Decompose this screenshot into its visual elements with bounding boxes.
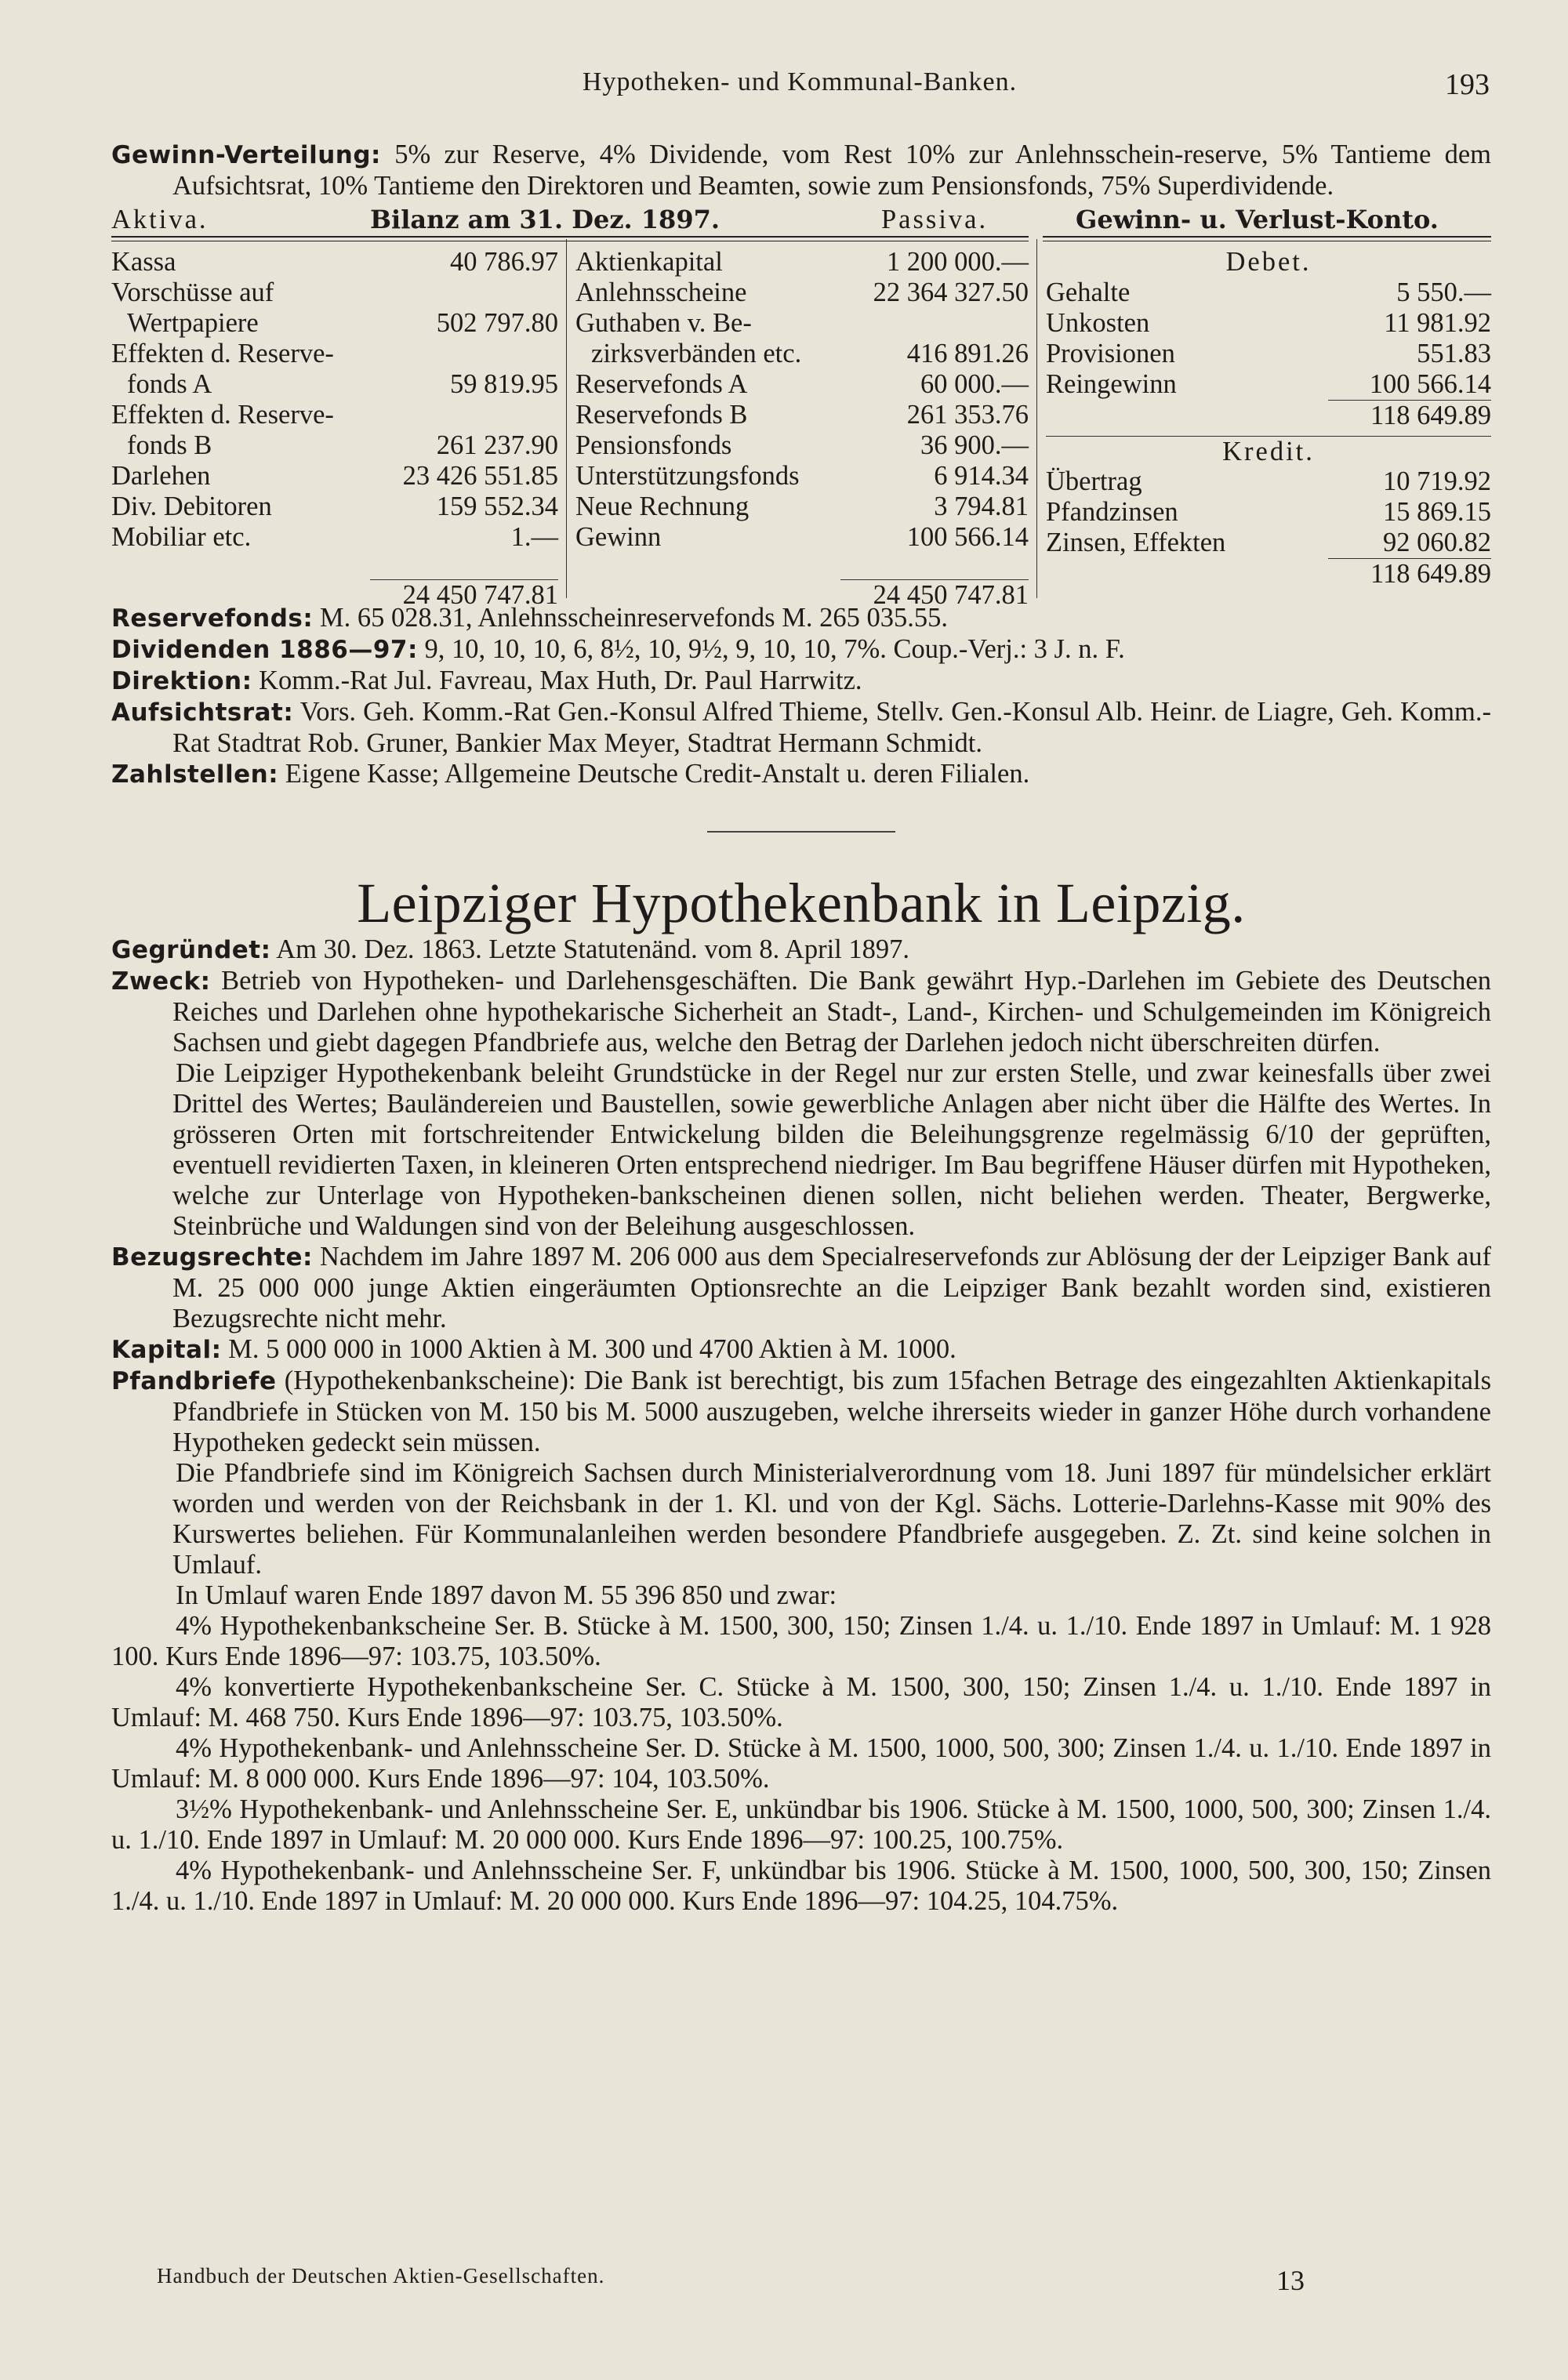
passiva-row (575, 369, 1029, 400)
row-label: Zinsen, Effekten (1046, 528, 1226, 557)
balance-tables (111, 239, 1491, 610)
aktiva-row (111, 308, 558, 339)
kredit-row (1046, 528, 1491, 558)
debet-total-row (1328, 400, 1491, 431)
passiva-row (575, 339, 1029, 369)
passiva-row (575, 247, 1029, 278)
serie-b: 4% Hypothekenbankscheine Ser. B. Stücke à M. 1500, 300, 150; Zinsen 1./4. u. 1./10. Ende 1897 in Umlauf: M. 1 928 100. Kurs Ende 1896—97: 103.75, 103.50%. (111, 1611, 1491, 1671)
pfandbriefe-text-3: In Umlauf waren Ende 1897 davon M. 55 396 850 und zwar: (176, 1580, 837, 1610)
kredit-heading: Kredit. (1222, 437, 1315, 466)
row-value: 60 000.— (920, 369, 1029, 399)
row-value: 23 426 551.85 (402, 461, 558, 491)
pfandbriefe-umlauf (111, 1580, 1491, 1611)
row-value: 261 237.90 (436, 430, 558, 460)
passiva-row (575, 430, 1029, 461)
section-divider (707, 831, 895, 833)
row-value: 59 819.95 (450, 369, 558, 399)
row-label: Darlehen (111, 461, 211, 491)
passiva-row (575, 492, 1029, 522)
row-value: 10 719.92 (1383, 466, 1491, 496)
row-label: Aktienkapital (575, 247, 723, 277)
reservefonds-text: M. 65 028.31, Anlehnsscheinreservefonds M. 265 035.55. (319, 603, 949, 633)
debet-row (1046, 278, 1491, 308)
column-divider (1036, 239, 1037, 598)
aktiva-row (111, 339, 558, 369)
pfandbriefe-text: (Hypothekenbankscheine): Die Bank ist berechtigt, bis zum 15fachen Betrage des eingezahlten Aktienkapitals Pfandbriefe in Stücken von M. 150 bis M. 5000 auszugeben, welche ihrerseits wieder in ganzer Höhe durch vorhandene Hypotheken gedeckt sein müssen. (172, 1366, 1491, 1457)
passiva-total-row (840, 579, 1029, 611)
zahlstellen-text: Eigene Kasse; Allgemeine Deutsche Credit-Anstalt u. deren Filialen. (285, 759, 1030, 789)
row-label: Mobiliar etc. (111, 522, 252, 552)
row-label: Effekten d. Reserve- (111, 339, 334, 368)
zweck-text-2: Die Leipziger Hypothekenbank beleiht Grundstücke in der Regel nur zur ersten Stelle, und zwar keinesfalls über zwei Drittel des Wertes; Bauländereien und Baustellen, sowie gewerbliche Anlagen aber nicht über die Hälfte des Wertes. In grösseren Orten mit fortschreitender Entwickelung bilden die Beleihungsgrenze regelmässig 6/10 der geprüften, eventuell revidierten Taxen, in kleineren Orten entsprechend niedriger. Im Bau begriffene Häuser dürfen mit Hypotheken, welche zur Unterlage von Hypotheken-bankscheinen dienen sollen, nicht beliehen werden. Theater, Bergwerke, Steinbrüche und Waldungen sind von der Beleihung ausgeschlossen. (172, 1058, 1491, 1241)
aktiva-row (111, 400, 558, 430)
row-label: Gehalte (1046, 278, 1131, 307)
page-body (111, 140, 1491, 1917)
zahlstellen (111, 759, 1491, 790)
kredit-total-row (1328, 558, 1491, 590)
aufsichtsrat-label: Aufsichtsrat: (111, 698, 294, 727)
gegruendet-label: Gegründet: (111, 936, 271, 964)
kapital-text: M. 5 000 000 in 1000 Aktien à M. 300 und 4700 Aktien à M. 1000. (228, 1334, 956, 1364)
direktion (111, 666, 1491, 697)
bezugsrechte-text: Nachdem im Jahre 1897 M. 206 000 aus dem Specialreservefonds zur Ablösung der der Leipziger Bank auf M. 25 000 000 junge Aktien eingeräumten Optionsrechte an die Leipziger Bank bezahlt worden sind, existieren Bezugsrechte nicht mehr. (172, 1242, 1491, 1333)
zahlstellen-label: Zahlstellen: (111, 760, 279, 789)
row-label: Div. Debitoren (111, 492, 272, 521)
debet-row (1046, 308, 1491, 339)
row-label: Kassa (111, 247, 176, 277)
book-title: Handbuch der Deutschen Aktien-Gesellschaften. (157, 2264, 605, 2287)
row-value: 1 200 000.— (886, 247, 1029, 277)
row-label: fonds B (127, 430, 212, 460)
row-label: zirksverbänden etc. (591, 339, 802, 368)
reservefonds-label: Reservefonds: (111, 604, 314, 633)
row-value: 100 566.14 (906, 522, 1029, 552)
passiva-row (575, 278, 1029, 308)
gewinn-verteilung-text: 5% zur Reserve, 4% Dividende, vom Rest 10% zur Anlehnsschein-reserve, 5% Tantieme dem Aufsichtsrat, 10% Tantieme den Direktoren und Beamten, sowie zum Pensionsfonds, 75% Superdividende. (172, 140, 1491, 201)
kapital (111, 1334, 1491, 1366)
row-label: Übertrag (1046, 466, 1142, 496)
kredit-row (1046, 466, 1491, 497)
aktiva-column (111, 247, 558, 611)
row-value: 159 552.34 (436, 492, 558, 521)
debet-heading: Debet. (1225, 247, 1312, 277)
row-value: 1.— (510, 522, 558, 552)
bilanz-title: Bilanz am 31. Dez. 1897. (370, 205, 720, 234)
debet-row (1046, 369, 1491, 400)
aktiva-heading: Aktiva. (111, 205, 209, 234)
bank-title: Leipziger Hypothekenbank in Leipzig. (357, 872, 1246, 934)
passiva-total: 24 450 747.81 (873, 580, 1029, 610)
serie-c: 4% konvertierte Hypothekenbankscheine Ser. C. Stücke à M. 1500, 300, 150; Zinsen 1./4. u. 1./10. Ende 1897 in Umlauf: M. 468 750. Kurs Ende 1896—97: 103.75, 103.50%. (111, 1672, 1491, 1732)
row-label: Anlehnsscheine (575, 278, 747, 307)
aktiva-total: 24 450 747.81 (402, 580, 558, 610)
zweck (111, 966, 1491, 1058)
row-value: 92 060.82 (1383, 528, 1491, 557)
signature-mark: 13 (1276, 2265, 1305, 2296)
gegruendet (111, 934, 1491, 966)
row-value: 551.83 (1417, 339, 1491, 368)
row-value: 36 900.— (920, 430, 1029, 460)
direktion-label: Direktion: (111, 667, 252, 695)
serie-d: 4% Hypothekenbank- und Anlehnsscheine Ser. D. Stücke à M. 1500, 1000, 500, 300; Zinsen 1./4. u. 1./10. Ende 1897 in Umlauf: M. 8 000 000. Kurs Ende 1896—97: 104, 103.50%. (111, 1733, 1491, 1794)
aktiva-row (111, 492, 558, 522)
row-label: Pensionsfonds (575, 430, 732, 460)
row-label: Vorschüsse auf (111, 278, 274, 307)
row-label: Unterstützungsfonds (575, 461, 800, 491)
kredit-heading-row (1046, 436, 1491, 466)
bezugsrechte-label: Bezugsrechte: (111, 1243, 313, 1272)
column-divider (566, 239, 567, 598)
row-label: Pfandzinsen (1046, 497, 1178, 527)
passiva-row (575, 461, 1029, 492)
row-label: Provisionen (1046, 339, 1175, 368)
page-number: 193 (1445, 68, 1490, 101)
row-value: 11 981.92 (1384, 308, 1491, 338)
row-value: 40 786.97 (450, 247, 558, 277)
row-value: 5 550.— (1396, 278, 1491, 307)
zweck-text: Betrieb von Hypotheken- und Darlehensgeschäften. Die Bank gewährt Hyp.-Darlehen im Gebiete des Deutschen Reiches und Darlehen ohne hypothekarische Sicherheit an Stadt-, Land-, Kirchen- und Schulgemeinden im Königreich Sachsen und giebt dagegen Pfandbriefe aus, welche den Betrag der Darlehen jedoch nicht überschreiten dürfen. (172, 966, 1491, 1058)
dividenden-label: Dividenden 1886—97: (111, 636, 418, 664)
bezugsrechte (111, 1242, 1491, 1334)
row-value: 22 364 327.50 (873, 278, 1029, 307)
aktiva-row (111, 522, 558, 553)
passiva-row (575, 400, 1029, 430)
passiva-heading: Passiva. (881, 205, 989, 234)
aktiva-row (111, 369, 558, 400)
aktiva-row (111, 461, 558, 492)
row-label: Reservefonds A (575, 369, 748, 399)
debet-total: 118 649.89 (1370, 401, 1491, 430)
row-label: Guthaben v. Be- (575, 308, 752, 338)
guv-column (1046, 247, 1491, 590)
passiva-row (575, 522, 1029, 553)
dividenden (111, 634, 1491, 666)
aktiva-row (111, 247, 558, 278)
aufsichtsrat (111, 697, 1491, 759)
passiva-column (575, 247, 1029, 611)
serie-e: 3½% Hypothekenbank- und Anlehnsscheine Ser. E, unkündbar bis 1906. Stücke à M. 1500, 1000, 500, 300; Zinsen 1./4. u. 1./10. Ende 1897 in Umlauf: M. 20 000 000. Kurs Ende 1896—97: 100.25, 100.75%. (111, 1794, 1491, 1855)
row-value: 6 914.34 (934, 461, 1029, 491)
balance-header (111, 205, 1491, 239)
row-value: 261 353.76 (906, 400, 1029, 430)
debet-row (1046, 339, 1491, 369)
dividenden-text: 9, 10, 10, 10, 6, 8½, 10, 9½, 9, 10, 10, 7%. Coup.-Verj.: 3 J. n. F. (424, 634, 1125, 664)
aktiva-row (111, 430, 558, 461)
row-label: Neue Rechnung (575, 492, 750, 521)
gewinn-verteilung (111, 140, 1491, 201)
pfandbriefe-label: Pfandbriefe (111, 1367, 277, 1395)
aufsichtsrat-text: Vors. Geh. Komm.-Rat Gen.-Konsul Alfred Thieme, Stellv. Gen.-Konsul Alb. Heinr. de Liagre, Geh. Komm.-Rat Stadtrat Rob. Gruner, Bankier Max Meyer, Stadtrat Hermann Schmidt. (172, 697, 1491, 758)
spacer (111, 553, 558, 579)
running-header (110, 67, 1490, 110)
zweck-label: Zweck: (111, 967, 211, 996)
row-label: Reservefonds B (575, 400, 748, 430)
spacer (575, 553, 1029, 579)
row-label: Effekten d. Reserve- (111, 400, 334, 430)
pfandbriefe-text-2: Die Pfandbriefe sind im Königreich Sachsen durch Ministerialverordnung vom 18. Juni 1897 für mündelsicher erklärt worden und werden von der Reichsbank in der 1. Kl. und von der Kgl. Sächs. Lotterie-Darlehns-Kasse mit 90% des Kurswertes beliehen. Für Kommunalanleihen werden besondere Pfandbriefe ausgegeben. Z. Zt. sind keine solchen in Umlauf. (172, 1458, 1491, 1580)
running-title: Hypotheken- und Kommunal-Banken. (582, 67, 1018, 96)
row-label: Reingewinn (1046, 369, 1177, 399)
gewinn-verteilung-label: Gewinn-Verteilung: (111, 141, 381, 169)
row-label: Gewinn (575, 522, 662, 552)
pfandbriefe-paragraph (111, 1458, 1491, 1580)
pfandbriefe (111, 1366, 1491, 1458)
row-value: 15 869.15 (1383, 497, 1491, 527)
aktiva-total-row (370, 579, 558, 611)
row-value: 100 566.14 (1369, 369, 1491, 399)
zweck-paragraph (111, 1058, 1491, 1242)
row-label: Wertpapiere (127, 308, 259, 338)
guv-title: Gewinn- u. Verlust-Konto. (1076, 205, 1439, 234)
kredit-row (1046, 497, 1491, 528)
serie-f: 4% Hypothekenbank- und Anlehnsscheine Ser. F, unkündbar bis 1906. Stücke à M. 1500, 1000, 500, 300, 150; Zinsen 1./4. u. 1./10. Ende 1897 in Umlauf: M. 20 000 000. Kurs Ende 1896—97: 104.25, 104.75%. (111, 1856, 1491, 1916)
passiva-row (575, 308, 1029, 339)
direktion-text: Komm.-Rat Jul. Favreau, Max Huth, Dr. Paul Harrwitz. (259, 666, 862, 695)
row-label: fonds A (127, 369, 212, 399)
row-value: 3 794.81 (934, 492, 1029, 521)
gegruendet-text: Am 30. Dez. 1863. Letzte Statutenänd. vom 8. April 1897. (276, 934, 910, 964)
aktiva-row (111, 278, 558, 308)
kredit-total: 118 649.89 (1370, 559, 1491, 589)
row-label: Unkosten (1046, 308, 1150, 338)
row-value: 502 797.80 (436, 308, 558, 338)
kapital-label: Kapital: (111, 1336, 222, 1364)
page-footer (157, 2264, 1490, 2295)
row-value: 416 891.26 (906, 339, 1029, 368)
